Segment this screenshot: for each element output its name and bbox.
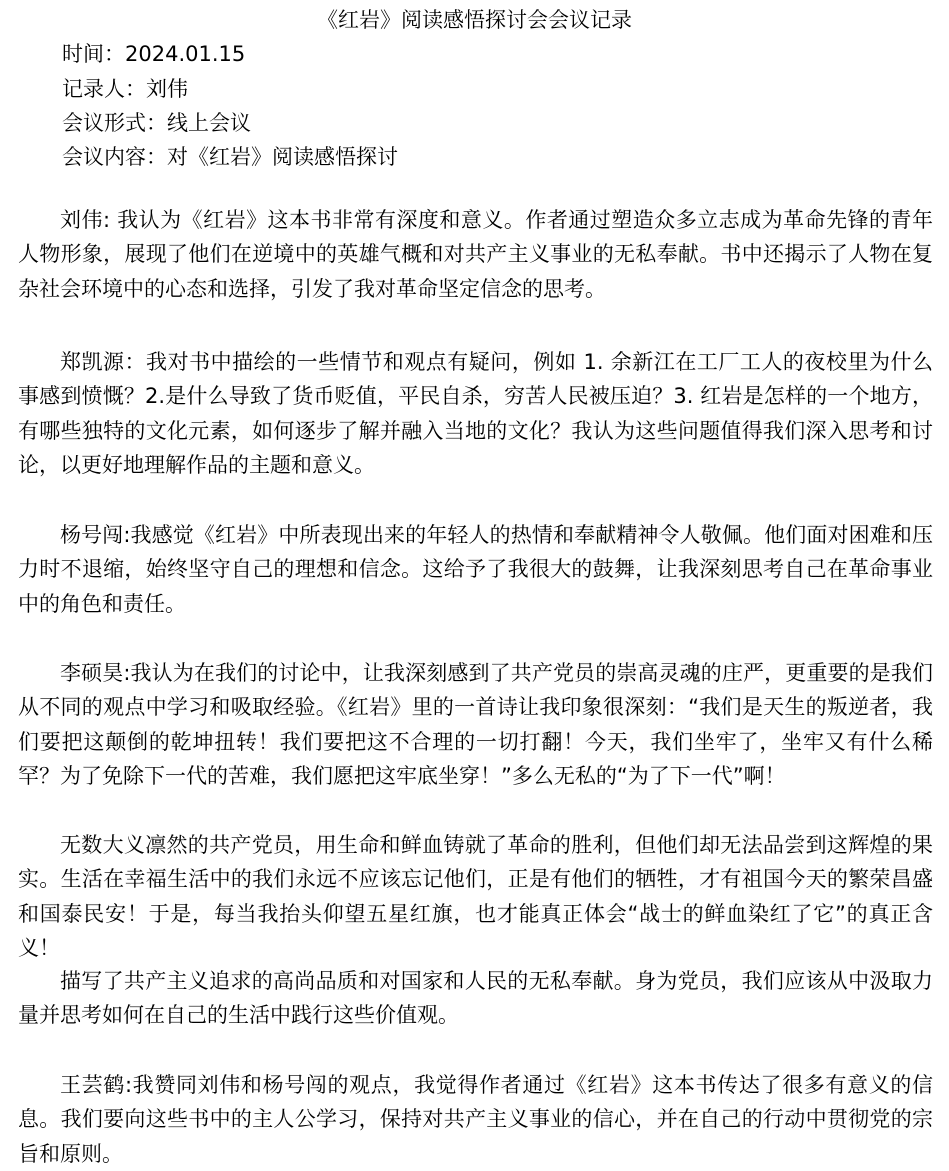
paragraph-li-shuohao: 李硕昊:我认为在我们的讨论中，让我深刻感到了共产党员的崇高灵魂的庄严，更重要的是我们从不同的观点中学习和吸取经验。《红岩》里的一首诗让我印象很深刻：“我们是天生的叛逆者，我们要把这颠倒的乾坤扭转！我们要把这不合理的一切打翻！今天，我们坐牢了，坐牢又有什么稀罕？为了免除下一代的苦难，我们愿把这牢底坐穿！”多么无私的“为了下一代”啊！ <box>18 661 933 788</box>
paragraph-yang-haochuang: 杨号闯:我感觉《红岩》中所表现出来的年轻人的热情和奉献精神令人敬佩。他们面对困难和压力时不退缩，始终坚守自己的理想和信念。这给予了我很大的鼓舞，让我深刻思考自己在革命事业中的角色和责任。 <box>18 523 933 616</box>
meeting-time: 时间：2024.01.15 <box>62 42 246 66</box>
document-title: 《红岩》阅读感悟探讨会会议记录 <box>317 8 632 32</box>
meeting-recorder: 记录人：刘伟 <box>62 77 188 101</box>
paragraph-martyrs: 无数大义凛然的共产党员，用生命和鲜血铸就了革命的胜利，但他们却无法品尝到这辉煌的果实。生活在幸福生活中的我们永远不应该忘记他们，正是有他们的牺牲，才有祖国今天的繁荣昌盛和国泰民安！于是，每当我抬头仰望五星红旗，也才能真正体会“战士的鲜血染红了它”的真正含义！ <box>18 833 933 960</box>
meeting-content: 会议内容：对《红岩》阅读感悟探讨 <box>62 145 398 169</box>
paragraph-wang-yunhe: 王芸鹤:我赞同刘伟和杨号闯的观点，我觉得作者通过《红岩》这本书传达了很多有意义的信息。我们要向这些书中的主人公学习，保持对共产主义事业的信心，并在自己的行动中贯彻党的宗旨和原则。 <box>18 1073 933 1166</box>
meeting-format: 会议形式：线上会议 <box>62 111 251 135</box>
paragraph-liu-wei: 刘伟: 我认为《红岩》这本书非常有深度和意义。作者通过塑造众多立志成为革命先锋的青年人物形象，展现了他们在逆境中的英雄气概和对共产主义事业的无私奉献。书中还揭示了人物在复杂社会环境中的心态和选择，引发了我对革命坚定信念的思考。 <box>18 208 933 301</box>
paragraph-values: 描写了共产主义追求的高尚品质和对国家和人民的无私奉献。身为党员，我们应该从中汲取力量并思考如何在自己的生活中践行这些价值观。 <box>18 969 933 1028</box>
paragraph-zheng-kaiyuan: 郑凯源：我对书中描绘的一些情节和观点有疑问，例如 1. 余新江在工厂工人的夜校里为什么事感到愤慨？2.是什么导致了货币贬值，平民自杀，穷苦人民被压迫？3. 红岩是怎样的一个地方，有哪些独特的文化元素，如何逐步了解并融入当地的文化？我认为这些问题值得我们深入思考和讨论，以更好地理解作品的主题和意义。 <box>18 350 933 477</box>
